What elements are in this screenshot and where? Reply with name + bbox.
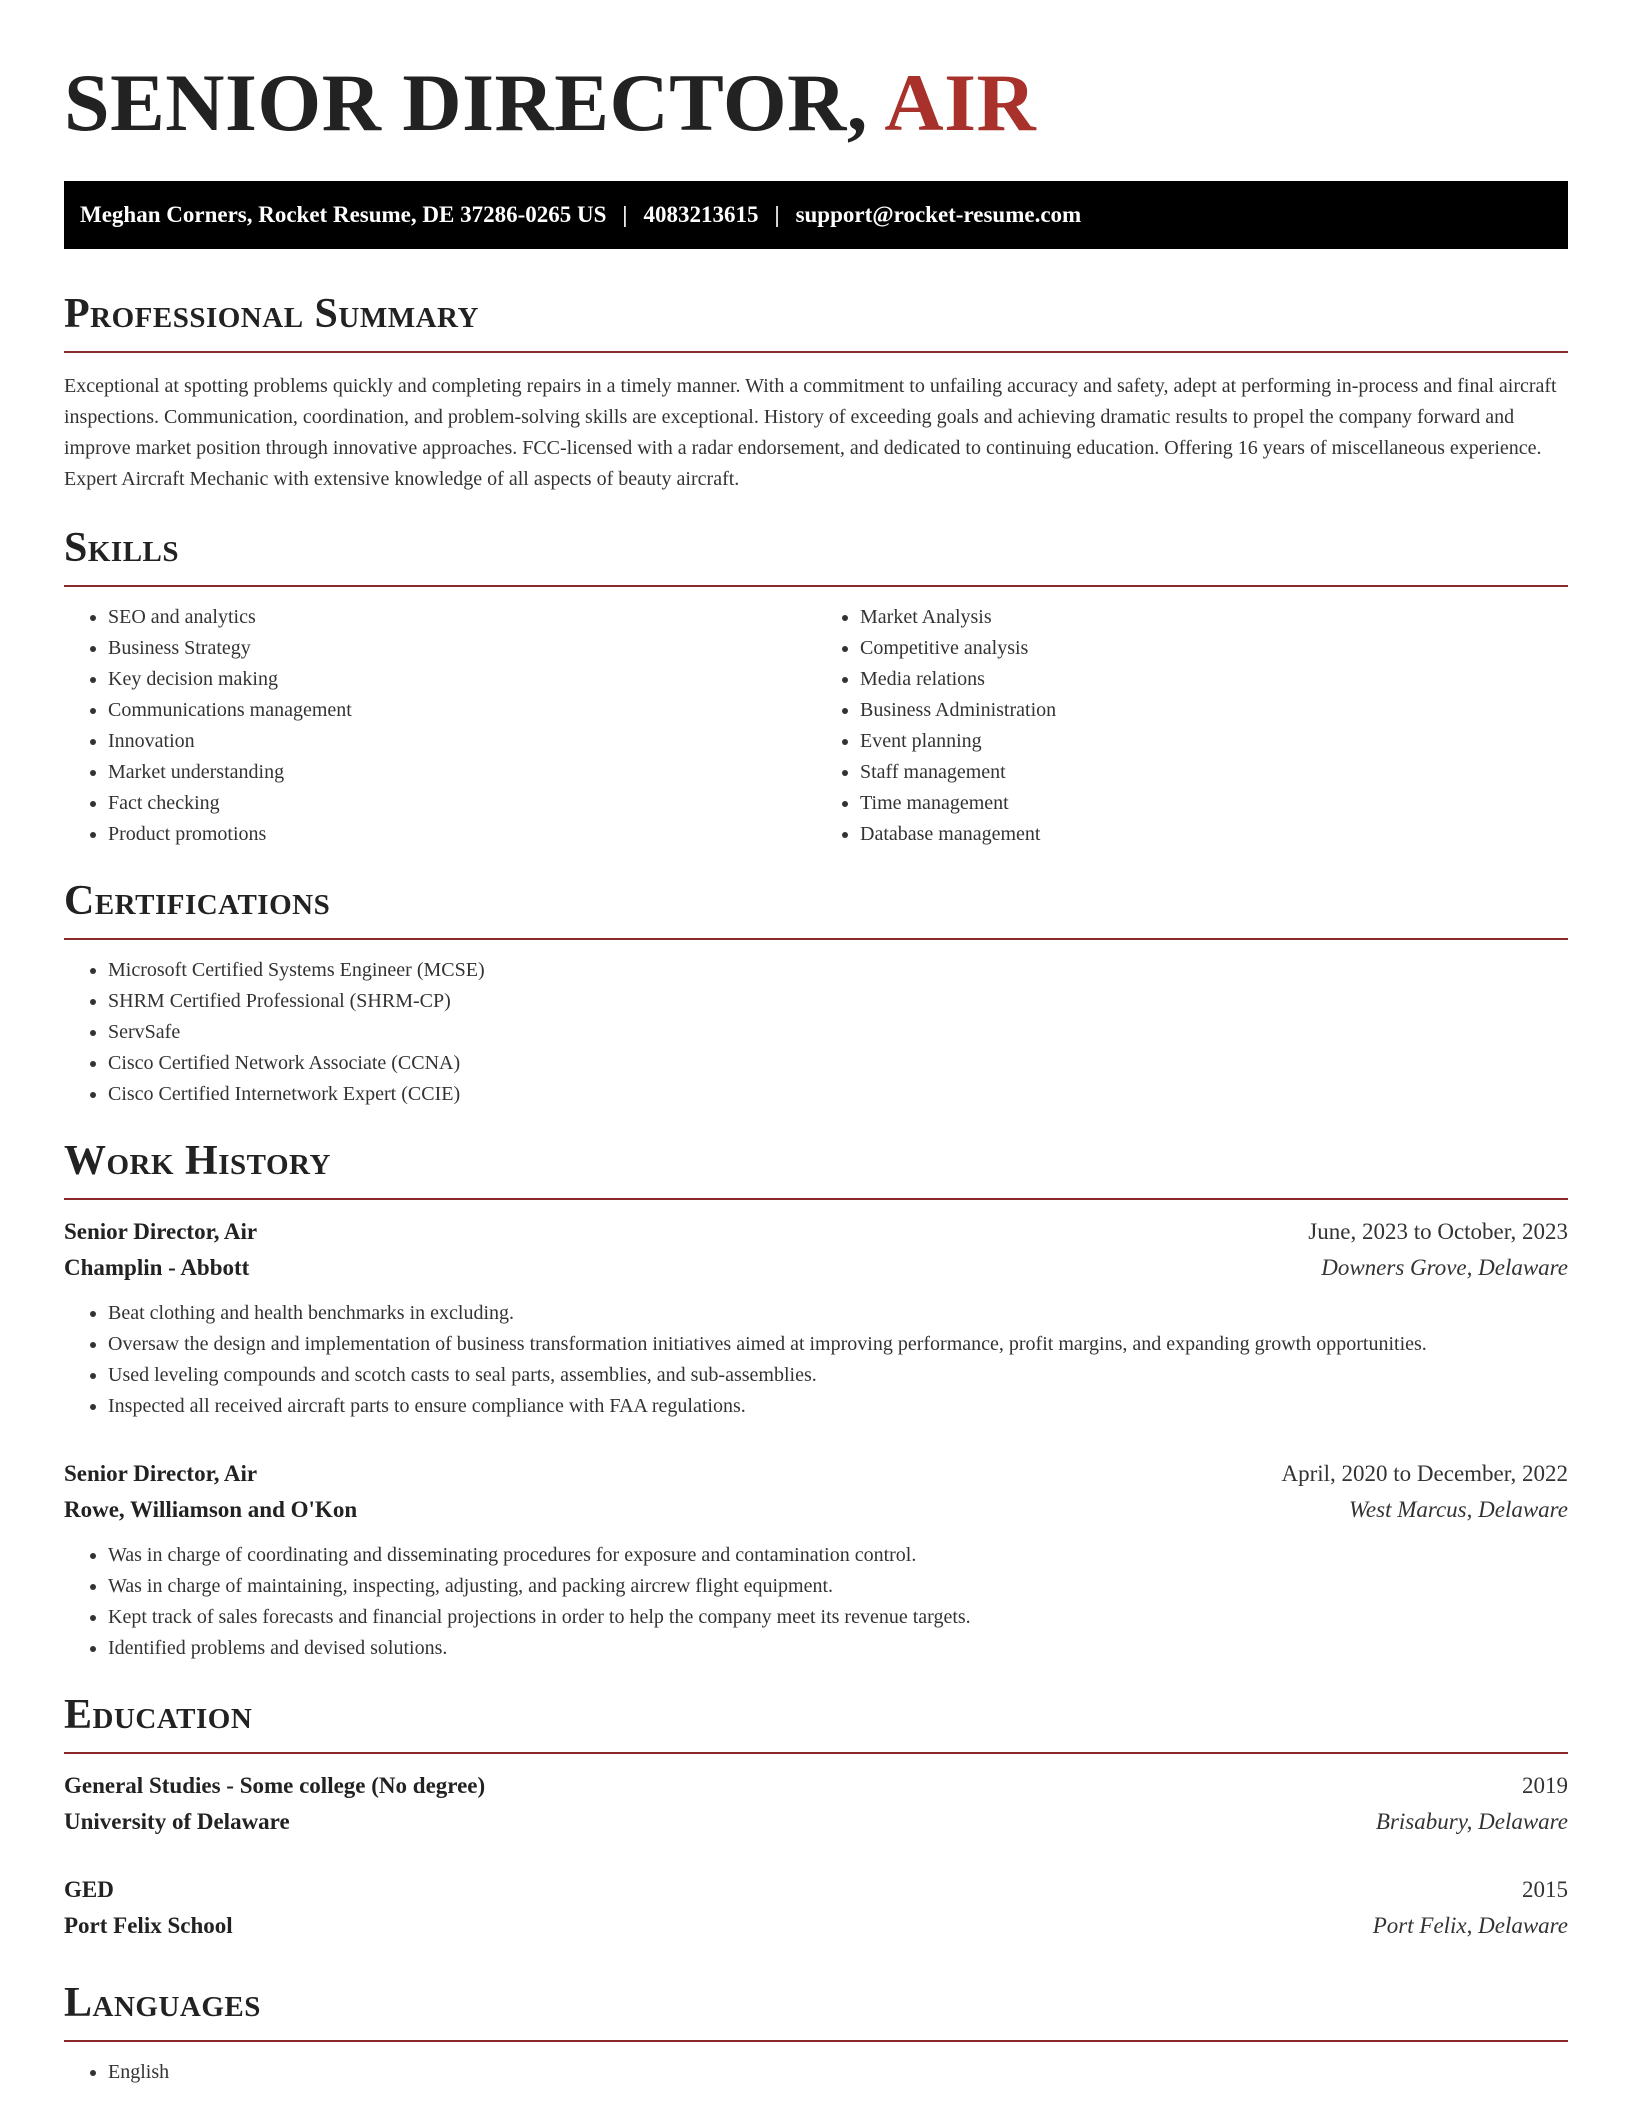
work-entry	[64, 1214, 1568, 1422]
work-heading: Work History	[64, 1136, 1568, 1200]
skill-item: • Staff management	[860, 757, 1568, 788]
contact-separator: |	[774, 202, 780, 227]
skills-grid	[64, 602, 1568, 850]
job-duty-item: • Kept track of sales forecasts and financial projections in order to help the company meet its revenue targets.	[108, 1602, 1568, 1633]
skill-item: • Competitive analysis	[860, 633, 1568, 664]
entry-row	[64, 1214, 1568, 1250]
education-entry	[64, 1768, 1568, 1840]
education-entry	[64, 1872, 1568, 1944]
language-item: • English	[108, 2057, 1568, 2088]
education-heading: Education	[64, 1690, 1568, 1754]
job-duty-item: • Was in charge of coordinating and disseminating procedures for exposure and contamination control.	[108, 1540, 1568, 1571]
skill-item: • Business Strategy	[108, 633, 816, 664]
skill-item: • Market understanding	[108, 757, 816, 788]
education-location: Brisabury, Delaware	[1375, 1809, 1568, 1834]
job-duty-item: • Inspected all received aircraft parts to ensure compliance with FAA regulations.	[108, 1391, 1568, 1422]
work-entry	[64, 1456, 1568, 1664]
job-dates: June, 2023 to October, 2023	[1308, 1219, 1568, 1244]
job-duties	[64, 1540, 1568, 1664]
languages-section	[64, 1978, 1568, 2088]
education-location: Port Felix, Delaware	[1372, 1913, 1568, 1938]
skill-item: • Event planning	[860, 726, 1568, 757]
job-dates: April, 2020 to December, 2022	[1281, 1461, 1568, 1486]
job-location: Downers Grove, Delaware	[1321, 1255, 1568, 1280]
job-title: Senior Director, Air	[64, 1461, 258, 1486]
job-company: Rowe, Williamson and O'Kon	[64, 1497, 358, 1522]
entry-row	[64, 1804, 1568, 1840]
job-duty-item: • Was in charge of maintaining, inspecting, adjusting, and packing aircrew flight equipment.	[108, 1571, 1568, 1602]
entry-row	[64, 1492, 1568, 1528]
skill-item: • Key decision making	[108, 664, 816, 695]
education-school: University of Delaware	[64, 1809, 290, 1834]
education-entries	[64, 1768, 1568, 1944]
entry-row	[64, 1456, 1568, 1492]
skill-item: • Business Administration	[860, 695, 1568, 726]
entry-row	[64, 1768, 1568, 1804]
summary-heading: Professional Summary	[64, 289, 1568, 353]
skills-section	[64, 523, 1568, 850]
job-company: Champlin - Abbott	[64, 1255, 250, 1280]
skill-item: • Product promotions	[108, 819, 816, 850]
contact-phone: 4083213615	[643, 202, 759, 227]
education-section	[64, 1690, 1568, 1944]
summary-section	[64, 289, 1568, 495]
entry-row	[64, 1908, 1568, 1944]
skill-item: • Market Analysis	[860, 602, 1568, 633]
skill-item: • SEO and analytics	[108, 602, 816, 633]
education-degree: General Studies - Some college (No degree)	[64, 1773, 486, 1798]
certifications-section	[64, 876, 1568, 1110]
skill-item: • Innovation	[108, 726, 816, 757]
skill-item: • Database management	[860, 819, 1568, 850]
job-duty-item: • Beat clothing and health benchmarks in excluding.	[108, 1298, 1568, 1329]
contact-email: support@rocket-resume.com	[795, 202, 1082, 227]
summary-text: Exceptional at spotting problems quickly and completing repairs in a timely manner. With a commitment to unfailing accuracy and safety, adept at performing in-process and final aircraft inspections. Communication, coordination, and problem-solving skills are exceptional. History of exceeding goals and achieving dramatic results to propel the company forward and improve market position through innovative approaches. FCC-licensed with a radar endorsement, and dedicated to continuing education. Offering 16 years of miscellaneous experience. Expert Aircraft Mechanic with extensive knowledge of all aspects of beauty aircraft.	[64, 375, 1557, 490]
title-main: SENIOR DIRECTOR,	[64, 57, 868, 148]
job-duty-item: • Identified problems and devised solutions.	[108, 1633, 1568, 1664]
certification-item: • ServSafe	[108, 1017, 1568, 1048]
certification-item: • Cisco Certified Network Associate (CCNA)	[108, 1048, 1568, 1079]
certifications-heading: Certifications	[64, 876, 1568, 940]
job-duties	[64, 1298, 1568, 1422]
languages-heading: Languages	[64, 1978, 1568, 2042]
skills-list-left	[64, 602, 816, 850]
job-duty-item: • Used leveling compounds and scotch casts to seal parts, assemblies, and sub-assemblies.	[108, 1360, 1568, 1391]
job-location: West Marcus, Delaware	[1348, 1497, 1568, 1522]
certification-item: • Microsoft Certified Systems Engineer (MCSE)	[108, 955, 1568, 986]
entry-row	[64, 1250, 1568, 1286]
entry-row	[64, 1872, 1568, 1908]
resume-title	[64, 0, 1568, 148]
skill-item: • Fact checking	[108, 788, 816, 819]
contact-address: Meghan Corners, Rocket Resume, DE 37286-0265 US	[80, 202, 607, 227]
education-degree: GED	[64, 1877, 114, 1902]
certification-item: • Cisco Certified Internetwork Expert (CCIE)	[108, 1079, 1568, 1110]
skill-item: • Media relations	[860, 664, 1568, 695]
certifications-list	[64, 955, 1568, 1110]
skill-item: • Communications management	[108, 695, 816, 726]
job-title: Senior Director, Air	[64, 1219, 258, 1244]
contact-separator: |	[622, 202, 628, 227]
skills-heading: Skills	[64, 523, 1568, 587]
work-section	[64, 1136, 1568, 1664]
education-school: Port Felix School	[64, 1913, 233, 1938]
certification-item: • SHRM Certified Professional (SHRM-CP)	[108, 986, 1568, 1017]
title-accent: AIR	[884, 57, 1037, 148]
contact-bar	[64, 181, 1568, 249]
skill-item: • Time management	[860, 788, 1568, 819]
education-year: 2015	[1522, 1877, 1568, 1902]
work-entries	[64, 1214, 1568, 1664]
job-duty-item: • Oversaw the design and implementation of business transformation initiatives aimed at improving performance, profit margins, and expanding growth opportunities.	[108, 1329, 1568, 1360]
languages-list	[64, 2057, 1568, 2088]
skills-list-right	[816, 602, 1568, 850]
education-year: 2019	[1522, 1773, 1568, 1798]
